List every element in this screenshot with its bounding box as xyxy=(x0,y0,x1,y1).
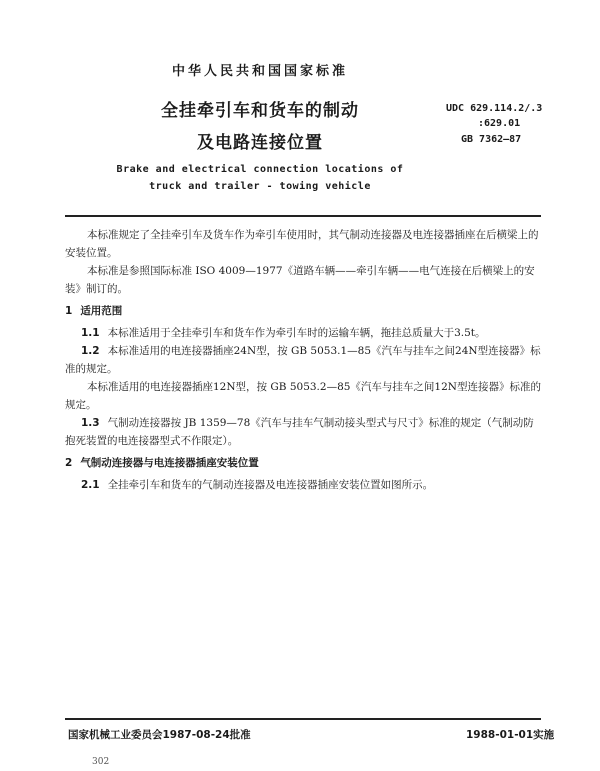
title-line-2: 及电路连接位置 xyxy=(197,133,323,153)
english-title-line-1: Brake and electrical connection locations of xyxy=(116,164,404,175)
clause-1-3 xyxy=(65,414,541,450)
section-1-title: 适用范围 xyxy=(80,305,123,317)
section-2-title: 气制动连接器与电连接器插座安装位置 xyxy=(80,457,259,469)
clause-2-1 xyxy=(65,476,541,494)
clause-number: 1.1 xyxy=(81,327,100,339)
clause-number: 2.1 xyxy=(81,479,100,491)
approval-statement: 国家机械工业委员会1987-08-24批准 xyxy=(68,729,251,741)
section-2-number: 2 xyxy=(65,457,73,469)
english-title-line-2: truck and trailer - towing vehicle xyxy=(149,181,371,192)
section-2-heading xyxy=(65,455,259,470)
clause-text: 本标准适用的电连接器插座24N型，按 GB 5053.1—85《汽车与挂车之间24N型连接器》标准的规定。 xyxy=(65,345,541,375)
clause-text: 气制动连接器按 JB 1359—78《汽车与挂车气制动接头型式与尺寸》标准的规定（气制动防抱死装置的电连接器型式不作限定）。 xyxy=(65,417,534,447)
clause-text: 全挂牵引车和货车的气制动连接器及电连接器插座安装位置如图所示。 xyxy=(107,479,434,491)
gb-number: GB 7362—87 xyxy=(461,134,522,145)
bottom-divider xyxy=(65,718,541,720)
page-number: 302 xyxy=(92,757,110,767)
section-1-heading xyxy=(65,303,122,318)
top-divider xyxy=(65,215,541,217)
clause-1-2 xyxy=(65,342,541,378)
udc-code-continuation: :629.01 xyxy=(478,118,521,129)
implementation-date: 1988-01-01实施 xyxy=(466,729,555,741)
section-1-number: 1 xyxy=(65,305,73,317)
clause-number: 1.3 xyxy=(81,417,100,429)
national-standard-label: 中华人民共和国国家标准 xyxy=(171,64,348,79)
title-line-1: 全挂牵引车和货车的制动 xyxy=(161,101,359,121)
clause-1-2-continued: 本标准适用的电连接器插座12N型，按 GB 5053.2—85《汽车与挂车之间12N型连接器》标准的规定。 xyxy=(65,381,541,411)
intro-paragraph-1: 本标准规定了全挂牵引车及货车作为牵引车使用时，其气制动连接器及电连接器插座在后横梁上的安装位置。 xyxy=(65,229,539,259)
udc-code: UDC 629.114.2/.3 xyxy=(446,103,543,114)
clause-number: 1.2 xyxy=(81,345,100,357)
intro-paragraph-2: 本标准是参照国际标准 ISO 4009—1977《道路车辆——牵引车辆——电气连接在后横梁上的安装》制订的。 xyxy=(65,265,535,295)
clause-text: 本标准适用于全挂牵引车和货车作为牵引车时的运输车辆，拖挂总质量大于3.5t。 xyxy=(107,327,486,339)
clause-1-1 xyxy=(65,324,541,342)
